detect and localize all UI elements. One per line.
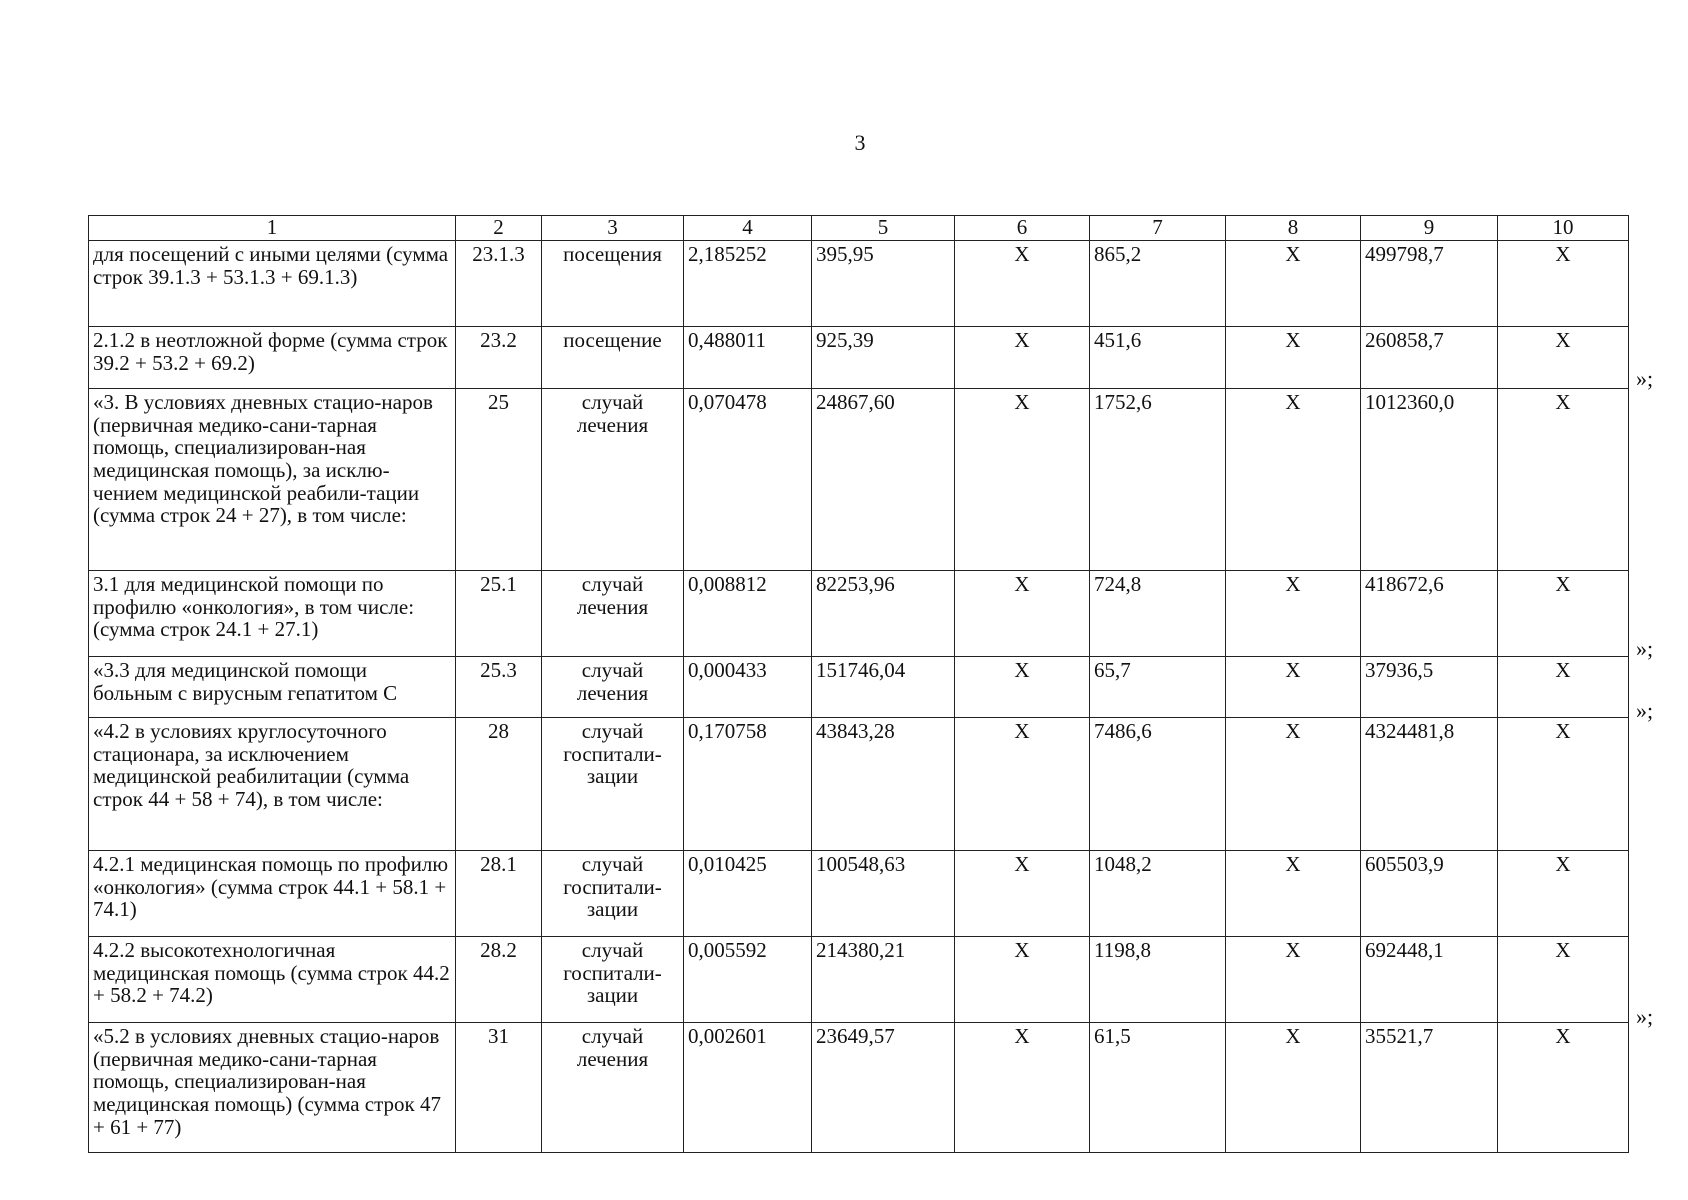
table-row (89, 657, 1629, 718)
row-col10: X (1498, 851, 1629, 937)
column-header-10: 10 (1498, 216, 1629, 241)
row-col9: 605503,9 (1361, 851, 1498, 937)
row-unit: случай лечения (542, 389, 684, 571)
column-header-7: 7 (1090, 216, 1226, 241)
table-header-row (89, 216, 1629, 241)
row-col4: 0,170758 (684, 718, 812, 851)
row-col6: X (955, 851, 1090, 937)
row-col6: X (955, 327, 1090, 389)
table-row (89, 851, 1629, 937)
row-col10: X (1498, 241, 1629, 327)
row-name: «3. В условиях дневных стацио-наров (первичная медико-сани-тарная помощь, специализирован-ная медицинская помощь), за исклю-чением медицинской реабили-тации (сумма строк 24 + 27), в том числе: (89, 389, 456, 571)
column-header-5: 5 (812, 216, 955, 241)
row-name: 2.1.2 в неотложной форме (сумма строк 39.2 + 53.2 + 69.2) (89, 327, 456, 389)
closing-quote-mark: »; (1636, 1004, 1654, 1029)
table-row (89, 937, 1629, 1023)
row-col4: 2,185252 (684, 241, 812, 327)
data-table (88, 215, 1629, 1153)
row-col10: X (1498, 389, 1629, 571)
column-header-4: 4 (684, 216, 812, 241)
row-col9: 1012360,0 (1361, 389, 1498, 571)
column-header-3: 3 (542, 216, 684, 241)
row-code: 25 (456, 389, 542, 571)
row-unit: случай госпитали-зации (542, 851, 684, 937)
row-col10: X (1498, 937, 1629, 1023)
row-col4: 0,005592 (684, 937, 812, 1023)
table-row (89, 1023, 1629, 1153)
row-name: «3.3 для медицинской помощи больным с вирусным гепатитом С (89, 657, 456, 718)
row-col7: 1048,2 (1090, 851, 1226, 937)
row-col4: 0,070478 (684, 389, 812, 571)
row-col6: X (955, 718, 1090, 851)
row-col10: X (1498, 571, 1629, 657)
row-col10: X (1498, 1023, 1629, 1153)
row-col5: 925,39 (812, 327, 955, 389)
row-col6: X (955, 1023, 1090, 1153)
table-row (89, 327, 1629, 389)
row-col4: 0,002601 (684, 1023, 812, 1153)
row-col8: X (1226, 327, 1361, 389)
row-col8: X (1226, 241, 1361, 327)
row-code: 28.2 (456, 937, 542, 1023)
row-unit: случай госпитали-зации (542, 718, 684, 851)
row-col8: X (1226, 937, 1361, 1023)
row-col6: X (955, 241, 1090, 327)
row-code: 23.1.3 (456, 241, 542, 327)
row-col5: 82253,96 (812, 571, 955, 657)
column-header-2: 2 (456, 216, 542, 241)
row-col5: 23649,57 (812, 1023, 955, 1153)
row-col4: 0,010425 (684, 851, 812, 937)
row-col5: 395,95 (812, 241, 955, 327)
column-header-1: 1 (89, 216, 456, 241)
table-row (89, 241, 1629, 327)
row-unit: посещения (542, 241, 684, 327)
row-col10: X (1498, 657, 1629, 718)
row-code: 28 (456, 718, 542, 851)
row-col8: X (1226, 657, 1361, 718)
column-header-9: 9 (1361, 216, 1498, 241)
row-col6: X (955, 571, 1090, 657)
closing-quote-mark: »; (1636, 698, 1654, 723)
row-col7: 1198,8 (1090, 937, 1226, 1023)
row-col9: 692448,1 (1361, 937, 1498, 1023)
row-col5: 24867,60 (812, 389, 955, 571)
row-col5: 151746,04 (812, 657, 955, 718)
row-name: для посещений с иными целями (сумма строк 39.1.3 + 53.1.3 + 69.1.3) (89, 241, 456, 327)
row-col4: 0,000433 (684, 657, 812, 718)
row-col7: 865,2 (1090, 241, 1226, 327)
row-col4: 0,008812 (684, 571, 812, 657)
row-col4: 0,488011 (684, 327, 812, 389)
row-unit: случай госпитали-зации (542, 937, 684, 1023)
closing-quote-mark: »; (1636, 636, 1654, 661)
column-header-6: 6 (955, 216, 1090, 241)
row-unit: случай лечения (542, 1023, 684, 1153)
row-col10: X (1498, 327, 1629, 389)
row-name: 3.1 для медицинской помощи по профилю «онкология», в том числе: (сумма строк 24.1 + 27.1) (89, 571, 456, 657)
row-col8: X (1226, 1023, 1361, 1153)
row-col10: X (1498, 718, 1629, 851)
row-col8: X (1226, 718, 1361, 851)
row-col6: X (955, 937, 1090, 1023)
row-code: 25.3 (456, 657, 542, 718)
row-col5: 214380,21 (812, 937, 955, 1023)
row-col6: X (955, 657, 1090, 718)
row-col7: 7486,6 (1090, 718, 1226, 851)
row-col7: 724,8 (1090, 571, 1226, 657)
row-col9: 4324481,8 (1361, 718, 1498, 851)
row-name: «5.2 в условиях дневных стацио-наров (первичная медико-сани-тарная помощь, специализирован-ная медицинская помощь) (сумма строк 47 + 61 + 77) (89, 1023, 456, 1153)
row-col8: X (1226, 389, 1361, 571)
row-col9: 37936,5 (1361, 657, 1498, 718)
row-col9: 499798,7 (1361, 241, 1498, 327)
row-unit: случай лечения (542, 571, 684, 657)
row-unit: посещение (542, 327, 684, 389)
closing-quote-mark: »; (1636, 366, 1654, 391)
page-number: 3 (854, 130, 866, 155)
row-name: 4.2.2 высокотехнологичная медицинская помощь (сумма строк 44.2 + 58.2 + 74.2) (89, 937, 456, 1023)
row-code: 31 (456, 1023, 542, 1153)
row-col8: X (1226, 851, 1361, 937)
row-col8: X (1226, 571, 1361, 657)
table-row (89, 389, 1629, 571)
row-col9: 35521,7 (1361, 1023, 1498, 1153)
row-col7: 1752,6 (1090, 389, 1226, 571)
row-unit: случай лечения (542, 657, 684, 718)
row-col7: 61,5 (1090, 1023, 1226, 1153)
row-name: «4.2 в условиях круглосуточного стационара, за исключением медицинской реабилитации (сумма строк 44 + 58 + 74), в том числе: (89, 718, 456, 851)
row-code: 28.1 (456, 851, 542, 937)
row-col6: X (955, 389, 1090, 571)
row-col5: 100548,63 (812, 851, 955, 937)
row-col9: 418672,6 (1361, 571, 1498, 657)
table-row (89, 718, 1629, 851)
row-code: 25.1 (456, 571, 542, 657)
row-name: 4.2.1 медицинская помощь по профилю «онкология» (сумма строк 44.1 + 58.1 + 74.1) (89, 851, 456, 937)
row-col9: 260858,7 (1361, 327, 1498, 389)
row-col5: 43843,28 (812, 718, 955, 851)
row-col7: 451,6 (1090, 327, 1226, 389)
column-header-8: 8 (1226, 216, 1361, 241)
table-row (89, 571, 1629, 657)
row-code: 23.2 (456, 327, 542, 389)
row-col7: 65,7 (1090, 657, 1226, 718)
